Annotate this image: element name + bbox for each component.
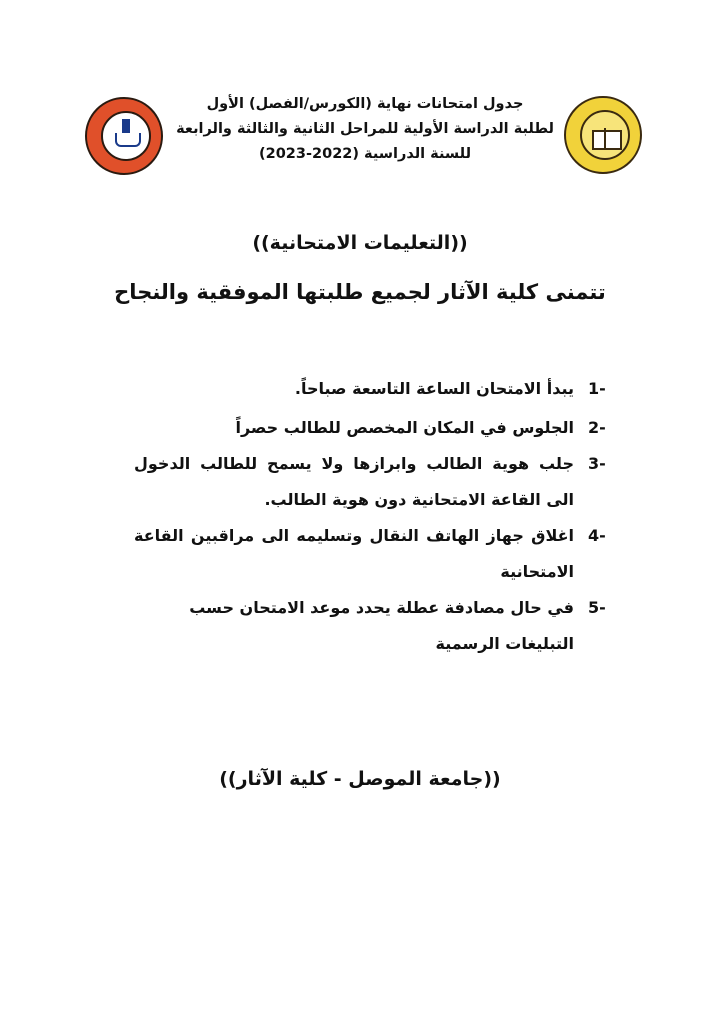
document-header — [160, 92, 570, 167]
university-logo — [85, 97, 163, 175]
rule-text-5: في حال مصادفة عطلة يحدد موعد الامتحان حسب التبليغات الرسمية — [189, 598, 574, 653]
rule-text-3: جلب هوية الطالب وابرازها ولا يسمح للطالب الدخول الى القاعة الامتحانية دون هوية الطالب. — [134, 454, 574, 509]
book-spine — [604, 128, 606, 148]
instructions-title: ((التعليمات الامتحانية)) — [252, 232, 468, 254]
header-line-1: جدول امتحانات نهاية (الكورس/الفصل) الأول — [206, 96, 524, 112]
header-line-2: لطلبة الدراسة الأولية للمراحل الثانية والثالثة والرابعة — [176, 121, 554, 137]
rule-text-1: يبدأ الامتحان الساعة التاسعة صباحاً. — [294, 379, 574, 398]
rule-number-5: 5- — [588, 598, 606, 617]
wish-heading: تتمنى كلية الآثار لجميع طلبتها الموفقية والنجاح — [114, 280, 606, 304]
university-logo-inner — [101, 111, 151, 161]
rule-text-4: اغلاق جهاز الهاتف النقال وتسليمه الى مراقبين القاعة الامتحانية — [134, 526, 574, 581]
rule-number-3: 3- — [588, 454, 606, 473]
college-logo — [564, 96, 642, 174]
rule-text-2: الجلوس في المكان المخصص للطالب حصراً — [235, 418, 574, 437]
open-book-icon — [592, 130, 622, 150]
tower-icon — [122, 119, 130, 133]
college-logo-inner — [580, 110, 630, 160]
header-line-3: للسنة الدراسية (2022-2023) — [258, 146, 472, 162]
footer-signature: ((جامعة الموصل - كلية الآثار)) — [219, 768, 501, 790]
rule-number-1: 1- — [588, 379, 606, 398]
book-icon — [115, 133, 141, 147]
rule-number-4: 4- — [588, 526, 606, 545]
rule-number-2: 2- — [588, 418, 606, 437]
